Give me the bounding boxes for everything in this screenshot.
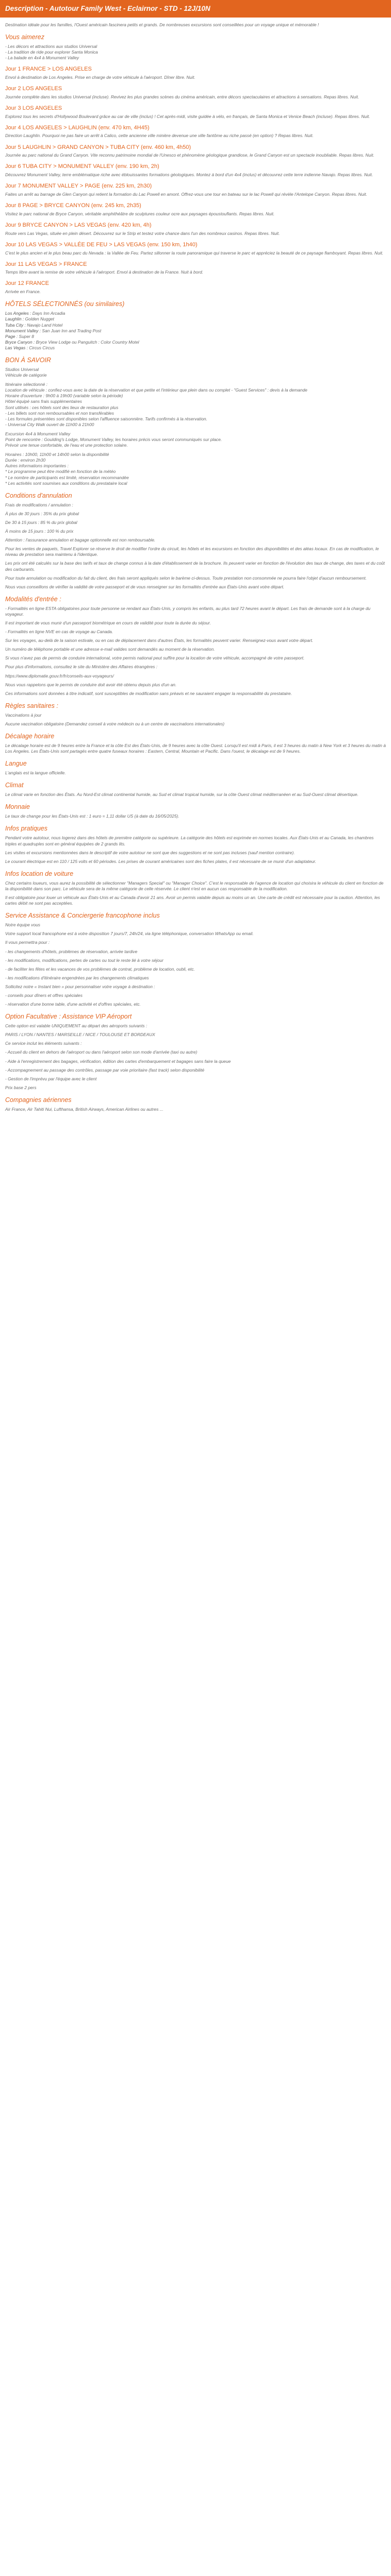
list-item: - La tradition de ride pour explorer Santa Monica: [5, 49, 98, 55]
info-line: Horaire d'ouverture : 9h00 à 19h00 (variable selon la période): [5, 393, 123, 399]
info-line: [5, 428, 386, 431]
paragraph: - les modifications d'itinéraire engendrées par les changements climatiques: [5, 975, 149, 980]
info-line: * Les activités sont soumises aux conditions du prestataire local: [5, 480, 127, 486]
paragraph: Attention : l'assurance annulation et bagage optionnelle est non remboursable.: [5, 537, 156, 543]
compagnies-heading: Compagnies aériennes: [5, 1096, 72, 1104]
day-7-title: Jour 7 MONUMENT VALLEY > PAGE (env. 225 km, 2h30): [5, 183, 152, 190]
info-line: Excursion 4x4 à Monument Valley: [5, 431, 71, 436]
hotel-item: Monument Valley : San Juan Inn and Trading Post: [5, 328, 102, 333]
monnaie-heading: Monnaie: [5, 803, 30, 811]
info-line: - Universal City Walk ouvert de 11h00 à 21h00: [5, 421, 94, 427]
day-8-text: Visitez le parc national de Bryce Canyon, véritable amphithéâtre de sculptures couleur ocre aux paysages époustouflants. Repas libres. Nuit.: [5, 211, 275, 216]
paragraph: Le courant électrique est en 110 / 125 volts et 60 périodes. Les prises de courant américaines sont des fiches plates, il est nécessaire de se munir d'un adaptateur.: [5, 858, 317, 864]
paragraph: PARIS / LYON / NANTES / MARSEILLE / NICE / TOULOUSE ET BORDEAUX: [5, 1032, 155, 1038]
list-item: - La balade en 4x4 à Monument Valley: [5, 55, 79, 61]
paragraph: Les prix ont été calculés sur la base des tarifs et taux de change connus à la date d'établissement de la brochure. Ils peuvent varier en fonction de l'évolution des taux de change, des taxes et du coût des carburants.: [5, 561, 385, 572]
modalites-text: [5, 606, 386, 697]
conditions-text: [5, 502, 386, 590]
day-9-title: Jour 9 BRYCE CANYON > LAS VEGAS (env. 420 km, 4h): [5, 222, 152, 228]
info-line: Studios Universal: [5, 366, 39, 372]
modalites-heading: Modalités d'entrée :: [5, 595, 61, 603]
day-11-title: Jour 11 LAS VEGAS > FRANCE: [5, 261, 87, 267]
info-line: Location de véhicule : confiez-vous avec la date de la réservation et que petite et l'intérieur que plein dans ou complet - "Guest Services" : devis à la demande: [5, 387, 307, 393]
day-12-text: Arrivée en France.: [5, 289, 41, 295]
day-4-text: Direction Laughlin. Pourquoi ne pas faire un arrêt à Calico, cette ancienne ville minière devenue une ville fantôme au riche passé (en option) ? Repas libres. Nuit.: [5, 133, 314, 139]
paragraph: - les changements d'hôtels, problèmes de réservation, arrivée tardive: [5, 948, 138, 954]
paragraph: Pour plus d'informations, consultez le site du Ministère des Affaires étrangères :: [5, 664, 158, 670]
decalage-text: Le décalage horaire est de 9 heures entre la France et la côte Est des États-Unis, de 9 heures avec la côte Ouest. Lorsqu'il est midi à Paris, il est 3 heures du matin à New York et 3 heures du matin à Los Angeles. Les États-Unis sont partagés entre quatre fuseaux horaires : Eastern, Central, Mountain et Pacific. Dans l'ouest, le décalage est de 9 heures.: [5, 743, 386, 754]
info-line: Itinéraire sélectionné :: [5, 382, 47, 387]
info-line: - Les formules présentées sont disponibles selon l'affluence saisonnière. Tarifs confirmés à la réservation.: [5, 416, 207, 421]
paragraph: Il vous permettra pour :: [5, 940, 50, 945]
paragraph: Prix base 2 pers: [5, 1084, 37, 1090]
info-line: Horaires : 10h00, 11h00 et 14h00 selon la disponibilité: [5, 452, 109, 457]
day-5-title: Jour 5 LAUGHLIN > GRAND CANYON > TUBA CITY (env. 460 km, 4h50): [5, 144, 191, 150]
location-text: [5, 880, 386, 906]
day-10-title: Jour 10 LAS VEGAS > VALLÉE DE FEU > LAS VEGAS (env. 150 km, 1h40): [5, 241, 198, 248]
day-10-text: C'est le plus ancien et le plus beau parc du Nevada : la Vallée de Feu. Partez sillonner la route panoramique qui traverse le parc et appréciez la beauté de ce paysage flamboyant. Repas libres. Nuit.: [5, 250, 384, 256]
hotels-heading: HÔTELS SÉLECTIONNÉS (ou similaires): [5, 300, 125, 308]
paragraph: Pour les ventes de paquets, Travel Explorer se réserve le droit de modifier l'ordre du circuit, les hôtels et les excursions en fonction des disponibilités et des aléas locaux. En cas de modification, le niveau de prestation sera maintenu à l'identique.: [5, 546, 379, 557]
paragraph: Un numéro de téléphone portable et une adresse e-mail valides sont demandés au moment de la réservation.: [5, 647, 215, 652]
monnaie-text: Le taux de change pour les États-Unis est : 1 euro = 1,11 dollar US (à date du 16/05/2025).: [5, 814, 180, 819]
paragraph: Ces informations sont données à titre indicatif, sont susceptibles de modification sans préavis et ne sauraient engager la responsabilité du prestataire.: [5, 690, 292, 696]
info-line: Sont utilisés : ces hôtels sont des lieux de restauration plus: [5, 404, 119, 410]
day-4-title: Jour 4 LOS ANGELES > LAUGHLIN (env. 470 km, 4H45): [5, 124, 150, 131]
hotel-item: Bryce Canyon : Bryce View Lodge ou Panguitch : Color Country Motel: [5, 339, 139, 345]
day-12-title: Jour 12 FRANCE: [5, 280, 49, 287]
info-line: Autres informations importantes :: [5, 463, 69, 469]
info-line: Point de rencontre : Goulding's Lodge, Monument Valley, les horaires précis vous seront communiqués sur place.: [5, 437, 222, 442]
day-1-title: Jour 1 FRANCE > LOS ANGELES: [5, 66, 92, 73]
paragraph: Il est obligatoire pour louer un véhicule aux États-Unis et au Canada d'avoir 21 ans. Avoir un permis valable depuis au moins un an. Une carte de crédit est nécessaire pour la caution. Attention, les cartes débit ne sont pas acceptées.: [5, 895, 380, 906]
location-heading: Infos location de voiture: [5, 870, 74, 877]
paragraph: https://www.diplomatie.gouv.fr/fr/conseils-aux-voyageurs/: [5, 673, 114, 679]
intro-text: Destination idéale pour les familles, l'Ouest américain fascinera petits et grands. De nombreuses excursions sont conseillées pour un voyage unique et mémorable !: [5, 22, 319, 27]
climat-heading: Climat: [5, 782, 24, 789]
vip-text: [5, 1023, 386, 1091]
day-1-text: Envol à destination de Los Angeles. Prise en charge de votre véhicule à l'aéroport. Dîner libre. Nuit.: [5, 74, 196, 80]
paragraph: Les visites et excursions mentionnées dans le descriptif de votre autotour ne sont que des suggestions et ne sont pas incluses (sauf mention contraire).: [5, 850, 295, 855]
document: [0, 0, 391, 1122]
document-body: [0, 22, 391, 1122]
paragraph: À moins de 15 jours : 100 % du prix: [5, 529, 74, 534]
paragraph: Pendant votre autotour, nous logerez dans des hôtels de première catégorie ou supérieure. La catégorie des hôtels est exprimée en normes locales. Aux États-Unis et au Canada, les chambres triples et quadruples sont en général équipées de 2 grands lits.: [5, 835, 374, 846]
paragraph: - Formalités en ligne ESTA obligatoires pour toute personne se rendant aux États-Unis, y compris les enfants, au plus tard 72 heures avant le départ. Les frais de demande sont à la charge du voyageur.: [5, 605, 371, 617]
info-line: [5, 448, 386, 452]
paragraph: Frais de modifications / annulation :: [5, 502, 73, 507]
vous-aimerez-heading: Vous aimerez: [5, 33, 44, 41]
paragraph: Sur les voyages, au-delà de la saison estivale, ou en cas de déplacement dans d'autres États, les formalités peuvent varier. Renseignez-vous avant votre départ.: [5, 638, 314, 643]
paragraph: - Aide à l'enregistrement des bagages, vérification, édition des cartes d'embarquement et bagages sans faire la queue: [5, 1058, 231, 1064]
regles-text: [5, 713, 386, 727]
paragraph: Nous vous conseillons de vérifier la validité de votre passeport et de vous renseigner sur les formalités d'entrée aux États-Unis avant votre départ.: [5, 584, 285, 589]
paragraph: Ce service inclut les éléments suivants :: [5, 1041, 82, 1046]
info-line: Prévoir une tenue confortable, de l'eau et une protection solaire.: [5, 443, 128, 448]
info-line: Durée : environ 2h30: [5, 457, 46, 463]
paragraph: De 30 à 15 jours : 85 % du prix global: [5, 519, 77, 525]
day-2-text: Journée complète dans les studios Universal (incluse). Revivez les plus grandes scènes du cinéma américain, entre décors spectaculaires et attractions à sensations. Repas libres. Nuit.: [5, 94, 360, 99]
hotel-item: Las Vegas : Circus Circus: [5, 345, 55, 350]
day-3-title: Jour 3 LOS ANGELES: [5, 105, 62, 111]
day-11-text: Temps libre avant la remise de votre véhicule à l'aéroport. Envol à destination de la France. Nuit à bord.: [5, 269, 203, 275]
day-5-text: Journée au parc national du Grand Canyon. Vite reconnu patrimoine mondial de l'Unesco et phénomène géologique grandiose, le Grand Canyon est un spectacle inoubliable. Repas libres. Nuit.: [5, 152, 374, 158]
paragraph: Aucune vaccination obligatoire (Demandez conseil à votre médecin ou à un centre de vaccinations internationales): [5, 721, 225, 726]
service-sub: Notre équipe vous: [5, 922, 40, 928]
vip-heading: Option Facultative : Assistance VIP Aéroport: [5, 1013, 132, 1021]
vous-aimerez-list: [5, 44, 386, 61]
info-line: * Le programme peut être modifié en fonction de la météo: [5, 469, 116, 474]
hotel-item: Laughlin : Golden Nugget: [5, 316, 54, 322]
paragraph: Vaccinations à jour: [5, 712, 42, 718]
hotel-item: Los Angeles : Days Inn Arcadia: [5, 311, 66, 316]
paragraph: Votre support local francophone est à votre disposition 7 jours/7, 24h/24, via ligne téléphonique, conversation WhatsApp ou email.: [5, 931, 254, 937]
hotel-item: Page : Super 8: [5, 333, 34, 339]
climat-text: Le climat varie en fonction des États. Au Nord-Est climat continental humide, au Sud et climat tropical humide, sur la côte Ouest climat méditerranéen et au Sud-Ouest climat désertique.: [5, 792, 359, 798]
paragraph: - conseils pour dîners et offres spéciales: [5, 992, 83, 998]
regles-heading: Règles sanitaires :: [5, 702, 58, 709]
paragraph: À plus de 30 jours : 35% du prix global: [5, 511, 79, 516]
info-line: - Les billets sont non remboursables et non transférables: [5, 410, 114, 416]
service-heading: Service Assistance & Conciergerie francophone inclus: [5, 912, 160, 920]
info-line: [5, 378, 386, 382]
paragraph: - Accueil du client en dehors de l'aéroport ou dans l'aéroport selon son mode d'arrivée (taxi ou autre): [5, 1049, 198, 1055]
paragraph: - Gestion de l'imprévu par l'équipe avec le client: [5, 1076, 97, 1081]
info-line: Véhicule de catégorie: [5, 372, 47, 378]
langue-text: L'anglais est la langue officielle.: [5, 770, 66, 776]
paragraph: Cette option est valable UNIQUEMENT au départ des aéroports suivants :: [5, 1023, 148, 1029]
info-line: Hôtel équipé sans frais supplémentaires: [5, 399, 82, 404]
decalage-heading: Décalage horaire: [5, 733, 55, 740]
page-title: Description - Autotour Family West - Eclairnor - STD - 12J/10N: [0, 0, 391, 18]
bon-a-savoir-heading: BON À SAVOIR: [5, 356, 51, 364]
hotels-list: [5, 311, 386, 351]
compagnies-text: Air France, Air Tahiti Nui, Lufthansa, British Airways, American Airlines ou autres ...: [5, 1106, 164, 1112]
day-8-title: Jour 8 PAGE > BRYCE CANYON (env. 245 km, 2h35): [5, 202, 141, 209]
service-text: [5, 931, 386, 1007]
paragraph: - de faciliter les fêtes et les vacances de vos problèmes de contrat, problème de location, oubli, etc.: [5, 966, 195, 972]
paragraph: Pour toute annulation ou modification du fait du client, des frais seront appliqués selon le barème ci-dessus. Toute prestation non consommée ne pourra faire l'objet d'aucun remboursement.: [5, 575, 367, 581]
paragraph: Si vous n'avez pas de permis de conduire international, votre permis national peut suffire pour la location de votre véhicule, accompagné de votre passeport.: [5, 655, 305, 661]
day-9-text: Route vers Las Vegas, située en plein désert. Découvrez sur le Strip et testez votre chance dans l'un des nombreux casinos. Repas libres. Nuit.: [5, 230, 280, 236]
paragraph: Il est important de vous munir d'un passeport biométrique en cours de validité pour toute la durée du séjour.: [5, 620, 211, 625]
day-7-text: Faites un arrêt au barrage de Glen Canyon qui retient la formation du Lac Powell en amont. Offrez-vous une tour en bateau sur le lac Powell qui révèle l'Antelope Canyon. Repas libres. Nuit.: [5, 192, 367, 197]
paragraph: - Accompagnement au passage des contrôles, passage par voie prioritaire (fast track) selon disponibilité: [5, 1067, 205, 1073]
paragraph: Nous vous rappelons que le permis de conduire doit avoir été obtenu depuis plus d'un an.: [5, 682, 177, 687]
paragraph: - Formalités en ligne NVE en cas de voyage au Canada.: [5, 629, 113, 635]
infos-text: [5, 835, 386, 864]
info-line: * Le nombre de participants est limité, réservation recommandée: [5, 474, 129, 480]
hotel-item: Tuba City : Navajo Land Hotel: [5, 322, 63, 328]
langue-heading: Langue: [5, 760, 27, 768]
day-3-text: Explorez tous les secrets d'Hollywood Boulevard grâce au car de ville (inclus) ! Cet après-midi, visite guidée à vélo, en français, de Santa Monica et Venice Beach (incluse). Repas libres. Nuit.: [5, 113, 370, 119]
day-6-text: Découvrez Monument Valley, terre emblématique riche avec éblouissantes formations géologiques. Montez à bord d'un 4x4 (inclus) et découvrez cette terre indienne Navajo. Repas libres. Nuit.: [5, 172, 373, 178]
day-6-title: Jour 6 TUBA CITY > MONUMENT VALLEY (env. 190 km, 2h): [5, 163, 159, 170]
paragraph: Chez certains loueurs, vous aurez la possibilité de sélectionner "Managers Special" ou "Manager Choice". C'est le responsable de l'agence de location qui choisira le véhicule du client en fonction de la disponibilité dans son parc. Le véhicule sera de la même catégorie de celle réservée. Le client n'est en aucun cas responsable de la modification.: [5, 880, 384, 891]
paragraph: Sollicitez notre « Instant bien » pour personnaliser votre voyage à destination :: [5, 984, 155, 989]
paragraph: - réservation d'une bonne table, d'une activité et d'offres spéciales, etc.: [5, 1002, 141, 1007]
day-2-title: Jour 2 LOS ANGELES: [5, 86, 62, 92]
infos-heading: Infos pratiques: [5, 825, 47, 833]
list-item: - Les décors et attractions aux studios Universal: [5, 43, 97, 49]
conditions-heading: Conditions d'annulation: [5, 492, 72, 499]
paragraph: - les modifications, modifications, pertes de cartes ou tout le reste lié à votre séjour: [5, 957, 164, 963]
bon-a-savoir-lines: [5, 367, 386, 486]
